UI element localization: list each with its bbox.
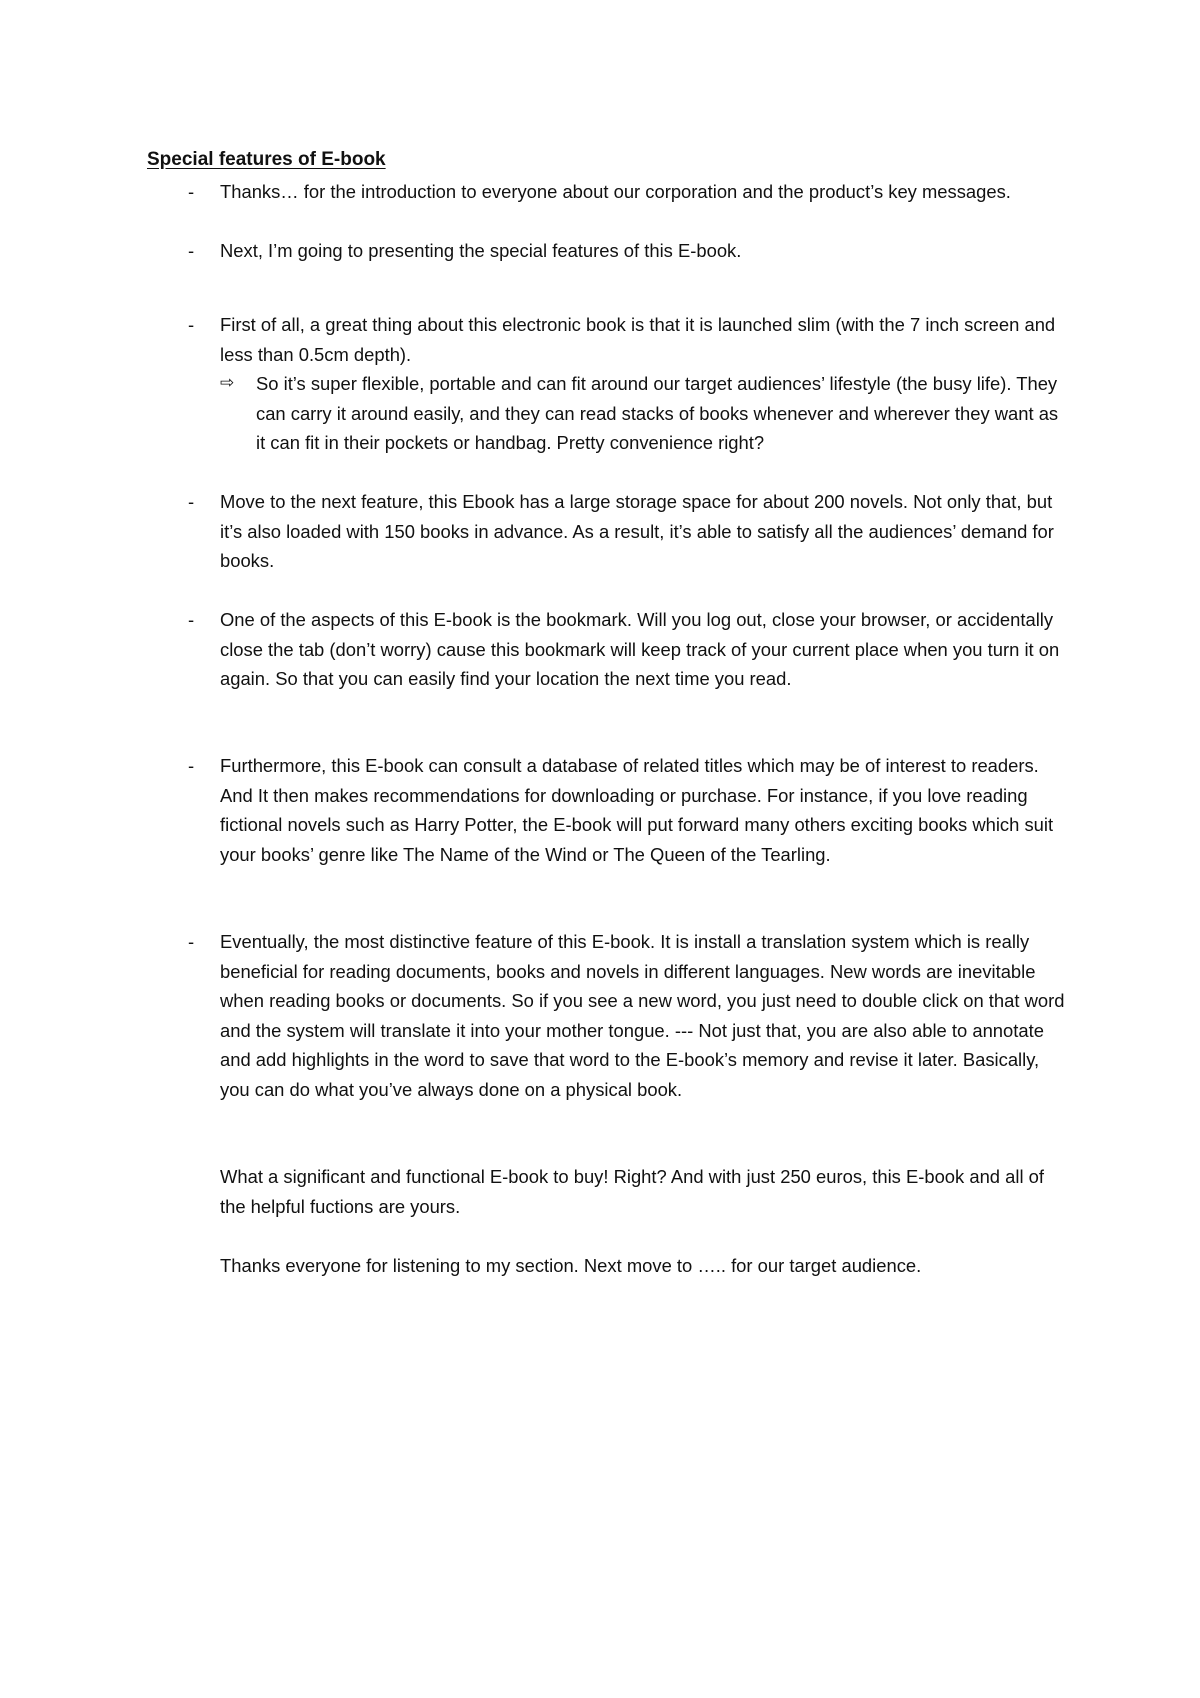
closing-paragraph-price: What a significant and functional E-book to buy! Right? And with just 250 euros, this E-book and all of the helpful fuctions are yours. xyxy=(220,1166,1044,1217)
bullet-item-recommendations xyxy=(188,751,1068,869)
dash-bullet-icon: - xyxy=(188,240,195,261)
bullet-item-bookmark xyxy=(188,605,1068,694)
closing-paragraph-thanks: Thanks everyone for listening to my section. Next move to ….. for our target audience. xyxy=(220,1255,922,1276)
bullet-item-next xyxy=(188,236,1068,266)
right-arrow-icon: ⇨ xyxy=(220,373,235,393)
bullet-text: Move to the next feature, this Ebook has a large storage space for about 200 novels. Not only that, but it’s also loaded with 150 books in advance. As a result, it’s able to satisfy all the audiences’ demand for books. xyxy=(220,491,1054,572)
bullet-item-thanks xyxy=(188,177,1068,207)
bullet-text: First of all, a great thing about this electronic book is that it is launched slim (with the 7 inch screen and less than 0.5cm depth). xyxy=(220,314,1056,365)
bullet-text: Furthermore, this E-book can consult a database of related titles which may be of interest to readers. And It then makes recommendations for downloading or purchase. For instance, if you love reading fictional novels such as Harry Potter, the E-book will put forward many others exciting books which suit your books’ genre like The Name of the Wind or The Queen of the Tearling. xyxy=(220,755,1054,865)
dash-bullet-icon: - xyxy=(188,491,195,512)
bullet-text: Eventually, the most distinctive feature of this E-book. It is install a translation system which is really beneficial for reading documents, books and novels in different languages. New words are inevitable when reading books or documents. So if you see a new word, you just need to double click on that word and the system will translate it into your mother tongue. --- Not just that, you are also able to annotate and add highlights in the word to save that word to the E-book’s memory and revise it later. Basically, you can do what you’ve always done on a physical book. xyxy=(220,931,1065,1100)
sub-point-text: So it’s super flexible, portable and can fit around our target audiences’ lifestyle (the busy life). They can carry it around easily, and they can read stacks of books whenever and wherever they want as it can fit in their pockets or handbag. Pretty convenience right? xyxy=(256,373,1059,454)
dash-bullet-icon: - xyxy=(188,931,195,952)
bullet-text: Thanks… for the introduction to everyone about our corporation and the product’s key messages. xyxy=(220,181,1011,202)
bullet-item-translation xyxy=(188,927,1068,1105)
dash-bullet-icon: - xyxy=(188,609,195,630)
dash-bullet-icon: - xyxy=(188,181,195,202)
bullet-text: Next, I’m going to presenting the special features of this E-book. xyxy=(220,240,742,261)
sub-point-portability xyxy=(220,369,1070,458)
bullet-item-slim-design xyxy=(188,310,1068,369)
document-title: Special features of E-book xyxy=(147,149,386,170)
bullet-item-storage xyxy=(188,487,1068,576)
bullet-text: One of the aspects of this E-book is the bookmark. Will you log out, close your browser, or accidentally close the tab (don’t worry) cause this bookmark will keep track of your current place when you turn it on again. So that you can easily find your location the next time you read. xyxy=(220,609,1060,690)
dash-bullet-icon: - xyxy=(188,755,195,776)
dash-bullet-icon: - xyxy=(188,314,195,335)
